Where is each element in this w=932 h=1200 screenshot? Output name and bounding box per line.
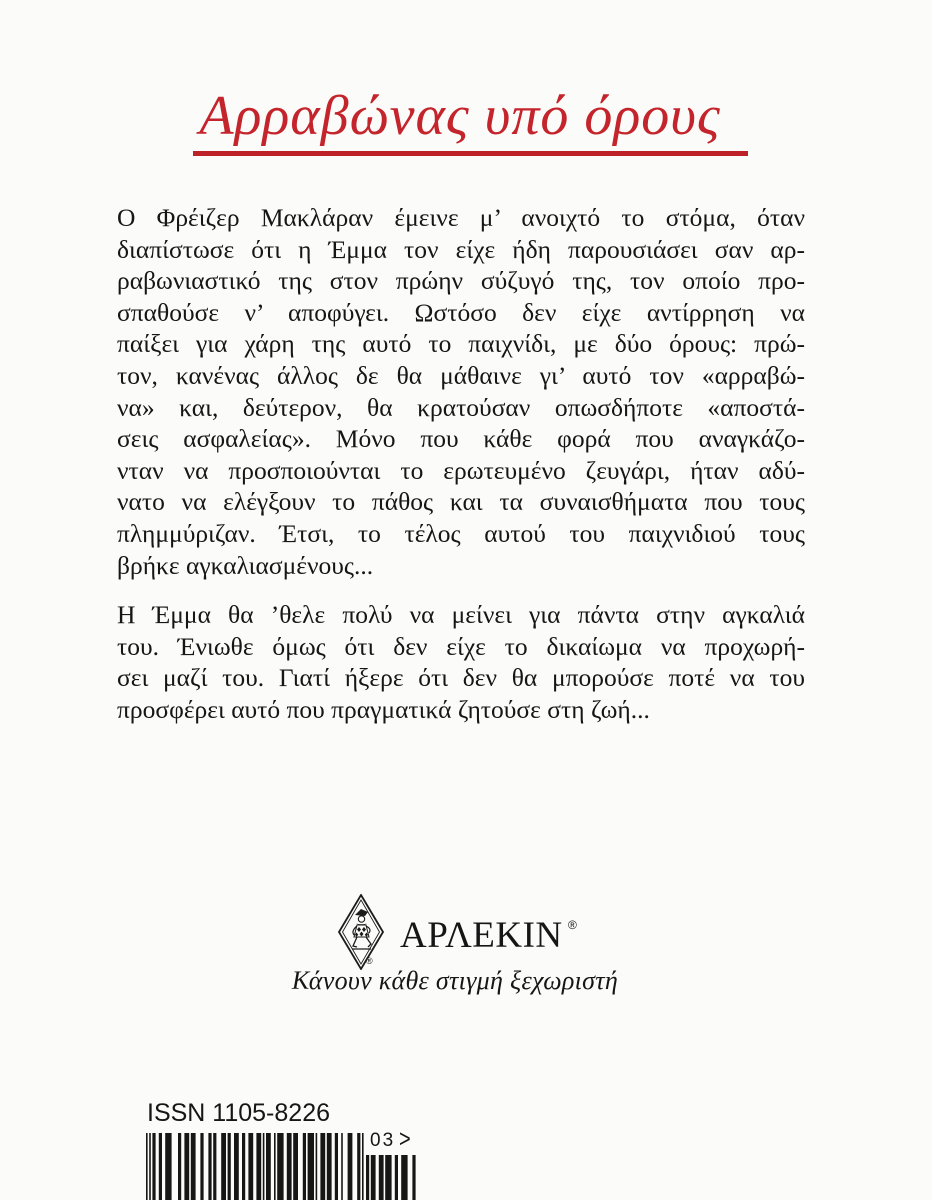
blurb-line: προσφέρει αυτό που πραγματικά ζητούσε στη ζωή... xyxy=(117,694,650,724)
blurb-line: βρήκε αγκαλιασμένους... xyxy=(117,550,374,580)
harlequin-diamond-icon xyxy=(338,894,384,970)
issn-number: ISSN 1105-8226 xyxy=(147,1099,330,1127)
barcode-addon-digits: 03 xyxy=(370,1130,396,1151)
title-underline xyxy=(193,151,748,156)
registered-mark: ® xyxy=(568,918,577,932)
blurb-line: Η Έμμα θα ’θελε πολύ να μείνει για πάντα στην αγκαλιά xyxy=(117,600,805,629)
blurb-line: διαπίστωσε ότι η Έμμα τον είχε ήδη παρουσιάσει σαν αρ- xyxy=(117,234,805,264)
barcode xyxy=(146,1133,366,1200)
blurb-line: να» και, δεύτερον, θα κρατούσαν οπωσδήποτε «αποστά- xyxy=(117,392,805,422)
blurb-line: ραβωνιαστικό της στον πρώην σύζυγό της, τον οποίο προ- xyxy=(117,266,805,296)
book-title: Αρραβώνας υπό όρους xyxy=(199,85,721,147)
blurb-line: του. Ένιωθε όμως ότι δεν είχε το δικαίωμα να προχωρή- xyxy=(117,631,805,661)
blurb-line: νατο να ελέγξουν το πάθος και τα συναισθήματα που τους xyxy=(117,487,805,517)
publisher-name: ΑΡΛΕΚΙΝ xyxy=(400,915,563,956)
barcode-quiet-zone-marker: > xyxy=(399,1125,411,1153)
publisher-slogan: Κάνουν κάθε στιγμή ξεχωριστή xyxy=(291,966,619,995)
blurb-line: παίξει για χάρη της αυτό το παιχνίδι, με δύο όρους: πρώ- xyxy=(117,329,805,359)
blurb-line: σπαθούσε ν’ αποφύγει. Ωστόσο δεν είχε αντίρρηση να xyxy=(117,297,805,327)
blurb-paragraph-2 xyxy=(117,599,805,725)
blurb-line: Ο Φρέιζερ Μακλάραν έμεινε μ’ ανοιχτό το στόμα, όταν xyxy=(117,203,805,232)
blurb-line: τον, κανένας άλλος δε θα μάθαινε γι’ αυτό τον «αρραβώ- xyxy=(117,360,805,390)
blurb-line: νταν να προσποιούνται το ερωτευμένο ζευγάρι, ήταν αδύ- xyxy=(117,455,805,485)
barcode-addon xyxy=(366,1155,418,1200)
blurb-paragraph-1 xyxy=(117,202,805,581)
blurb-line: σεις ασφαλείας». Μόνο που κάθε φορά που αναγκάζο- xyxy=(117,424,805,454)
blurb-line: πλημμύριζαν. Έτσι, το τέλος αυτού του παιχνιδιού τους xyxy=(117,518,805,548)
logo-registered-mark: ® xyxy=(366,956,373,966)
blurb-line: σει μαζί του. Γιατί ήξερε ότι δεν θα μπορούσε ποτέ να του xyxy=(117,663,805,693)
